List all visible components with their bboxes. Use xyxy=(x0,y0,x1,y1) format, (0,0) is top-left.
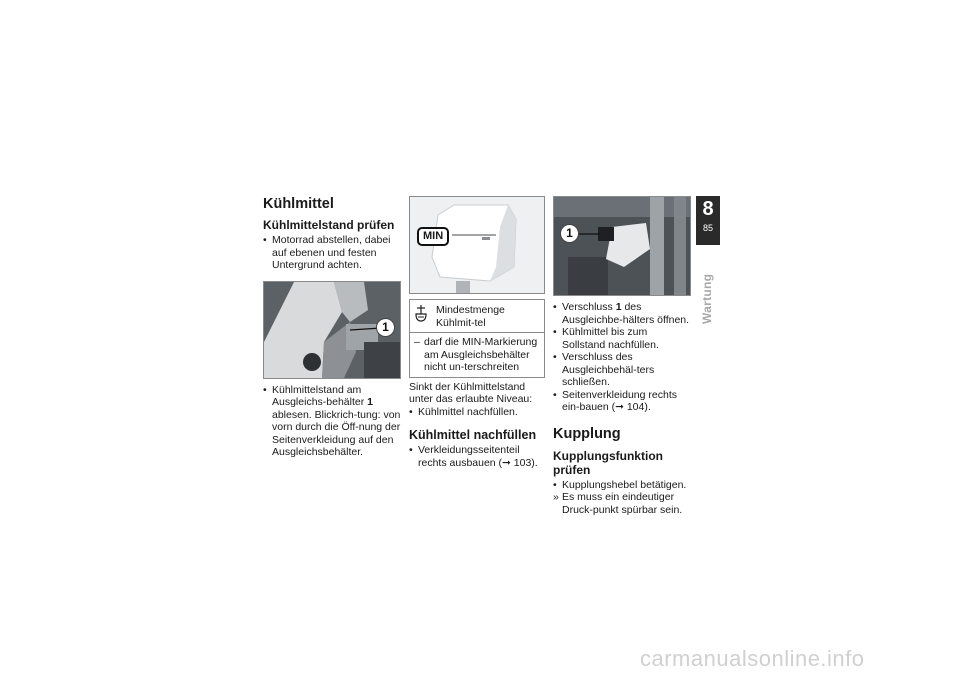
list-item xyxy=(553,301,691,326)
callout-1: 1 xyxy=(560,224,579,243)
section-title: Kupplung xyxy=(553,425,621,442)
list-item xyxy=(263,384,401,459)
list-item: • Kühlmittel nachfüllen. xyxy=(409,406,545,419)
paragraph: Sinkt der Kühlmittelstand unter das erlaubte Niveau: xyxy=(409,380,533,405)
reference-number: 1 xyxy=(615,301,622,313)
specification-box xyxy=(409,299,545,378)
page-number: 85 xyxy=(702,223,713,233)
spec-value xyxy=(410,333,544,377)
step-list xyxy=(263,234,401,272)
spec-text: darf die MIN-Markierung am Ausgleichsbehälter nicht un-terschreiten xyxy=(424,336,538,373)
step-list xyxy=(553,479,691,517)
reservoir-cap-photo xyxy=(553,196,691,296)
spec-dash: – xyxy=(414,336,420,348)
subsection-heading: Kupplungsfunktion prüfen xyxy=(553,448,663,477)
chapter-tab xyxy=(696,196,720,245)
coolant-level-icon-graphic xyxy=(414,304,428,324)
list-item: • Kupplungshebel betätigen. xyxy=(553,479,691,492)
coolant-level-icon xyxy=(414,304,436,329)
step-list xyxy=(553,301,691,414)
watermark: carmanualsonline.info xyxy=(640,646,865,671)
list-item[interactable]: • Verkleidungsseitenteil rechts ausbauen (➞ 103). xyxy=(409,444,545,469)
reservoir-photo-front xyxy=(263,281,401,379)
reservoir-photo-min xyxy=(409,196,545,294)
list-item: • Kühlmittel bis zum Sollstand nachfüllen. xyxy=(553,326,691,351)
list-item[interactable]: • Seitenverkleidung rechts ein-bauen (➞ 104). xyxy=(553,389,691,414)
min-marker-label: MIN xyxy=(417,227,449,246)
spec-header xyxy=(410,300,544,333)
step-text: ablesen. Blickrich-tung: von vorn durch die Öff-nung der Seitenverkleidung auf den Ausgleichsbehälter. xyxy=(272,408,401,458)
spec-title: Mindestmenge Kühlmit-tel xyxy=(436,304,505,329)
step-list xyxy=(409,444,545,469)
step-text: Verschluss xyxy=(562,301,616,313)
list-item: • Motorrad abstellen, dabei auf ebenen und festen Untergrund achten. xyxy=(263,234,401,272)
step-list xyxy=(263,384,401,459)
reference-number: 1 xyxy=(367,396,373,408)
step-list xyxy=(409,406,545,419)
step-text: des Ausgleichbe-hälters öffnen. xyxy=(562,301,690,326)
callout-1: 1 xyxy=(376,318,395,337)
section-title: Kühlmittel xyxy=(263,196,334,212)
step-text: Kühlmittelstand am Ausgleichs-behälter xyxy=(272,383,368,408)
chapter-number: 8 xyxy=(702,198,714,220)
list-item: • Verschluss des Ausgleichbehäl-ters schließen. xyxy=(553,351,691,389)
column-3 xyxy=(553,196,691,516)
chapter-label: Wartung xyxy=(700,273,714,324)
column-2 xyxy=(409,196,545,469)
photo-graphic xyxy=(554,197,690,295)
subsection-heading: Kühlmittelstand prüfen xyxy=(263,218,395,232)
column-1 xyxy=(263,196,401,459)
subsection-heading: Kühlmittel nachfüllen xyxy=(409,428,537,442)
result-item: » Es muss ein eindeutiger Druck-punkt spürbar sein. xyxy=(553,491,691,516)
